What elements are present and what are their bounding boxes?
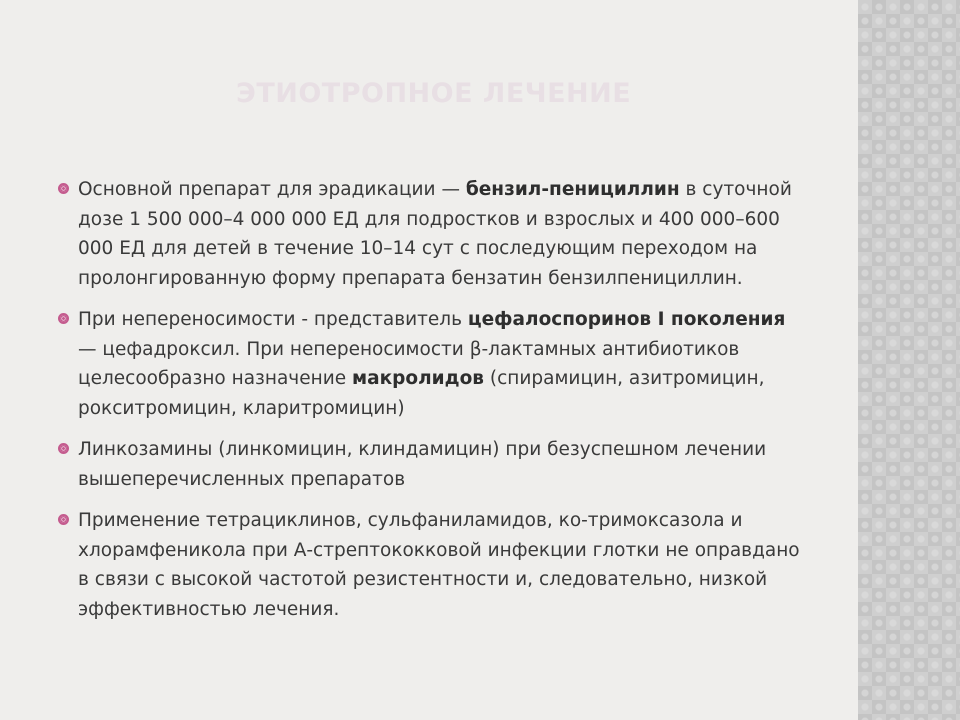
item-bold-text: бензил-пенициллин	[465, 179, 680, 200]
circle-bullet-icon	[58, 183, 69, 194]
list-item	[58, 305, 803, 423]
item-text: Применение тетрациклинов, сульфаниламидов, ко-тримоксазола и хлорамфеникола при А-стрептококковой инфекции глотки не оправдано в связи с высокой частотой резистентности и, следовательно, низкой эффективностью лечения.	[78, 510, 800, 620]
list-item	[58, 435, 803, 494]
item-bold-text: цефалоспоринов I поколения	[467, 309, 786, 330]
list-item	[58, 506, 803, 624]
item-text: Основной препарат для эрадикации —	[78, 179, 466, 200]
item-bold-text: макролидов	[352, 368, 484, 389]
item-text: Линкозамины (линкомицин, клиндамицин) при безуспешном лечении вышеперечисленных препаратов	[78, 439, 767, 490]
item-text: — цефадроксил. При непереносимости β-лактамных антибиотиков целесообразно назначение	[78, 338, 740, 389]
slide-title: ЭТИОТРОПНОЕ ЛЕЧЕНИЕ	[236, 78, 632, 109]
circle-bullet-icon	[58, 443, 69, 454]
bullet-list	[58, 175, 803, 636]
item-text: в суточной дозе 1 500 000–4 000 000 ЕД для подростков и взрослых и 400 000–600 000 ЕД для детей в течение 10–14 сут с последующим переходом на пролонгированную форму препарата бензатин бензилпенициллин.	[78, 179, 792, 289]
list-item	[58, 175, 803, 293]
item-text: (спирамицин, азитромицин, рокситромицин, кларитромицин)	[78, 368, 765, 419]
item-text: При непереносимости - представитель	[78, 309, 468, 330]
circle-bullet-icon	[58, 514, 69, 525]
circle-bullet-icon	[58, 313, 69, 324]
decorative-side-pattern	[858, 0, 960, 720]
